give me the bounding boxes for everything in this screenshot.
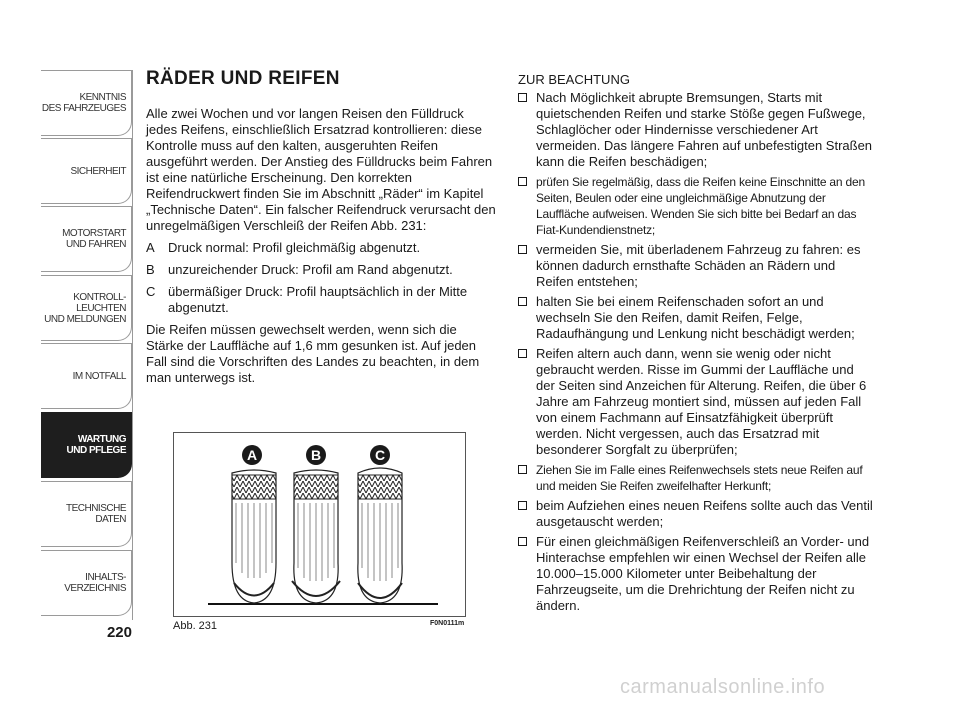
- checkbox-bullet-icon: [518, 349, 527, 358]
- tab-wartung-active[interactable]: [41, 412, 132, 478]
- page-number: 220: [106, 624, 132, 641]
- checkbox-bullet-icon: [518, 465, 527, 474]
- notes-column: [518, 72, 873, 618]
- tab-motorstart[interactable]: [41, 206, 132, 272]
- bullet-text: prüfen Sie regelmäßig, dass die Reifen keine Einschnitte an den Seiten, Beulen oder eine ungleichmäßige Abnutzung der Lauffläche aufweisen. Wenden Sie sich bitte bei Bedarf an das Fiat-Kundendienstnetz;: [536, 175, 865, 237]
- watermark: carmanualsonline.info: [620, 676, 826, 698]
- list-item: [518, 346, 873, 458]
- list-item: [518, 90, 873, 170]
- checkbox-bullet-icon: [518, 501, 527, 510]
- list-item: [146, 240, 496, 256]
- item-key: B: [146, 262, 155, 277]
- tire-b-icon: [292, 470, 340, 603]
- tab-technische-daten[interactable]: [41, 481, 132, 547]
- list-item: [518, 294, 873, 342]
- tab-label: MOTORSTART UND FAHREN: [62, 228, 126, 250]
- label-a-text: A: [246, 447, 258, 463]
- list-item: [518, 462, 873, 494]
- tab-inhaltsverzeichnis[interactable]: [41, 550, 132, 616]
- list-item: [146, 284, 496, 316]
- tab-im-notfall[interactable]: [41, 343, 132, 409]
- item-key: C: [146, 284, 156, 299]
- bullet-text: Für einen gleichmäßigen Reifenverschleiß an Vorder- und Hinterachse empfehlen wir einen Wechsel der Reifen alle 10.000–15.000 Kilometer unter Beibehaltung der Fahrzeugseite, um die Drehrichtung der Reifen nicht zu ändern.: [536, 534, 870, 613]
- bullet-text: Reifen altern auch dann, wenn sie wenig oder nicht gebraucht werden. Risse im Gummi der Lauffläche und der Seiten sind Anzeichen für Alterung. Reifen, die über 6 Jahre am Fahrzeug montiert sind, müssen auf jeden Fall von einem Fachmann auf Einsatzfähigkeit überprüft werden. Nicht vergessen, auch das Ersatzrad mit besonderer Sorgfalt zu überprüfen;: [536, 346, 867, 457]
- tire-c-icon: [358, 468, 402, 603]
- notes-heading: ZUR BEACHTUNG: [518, 72, 630, 87]
- figure-code: F0N0111m: [430, 620, 465, 627]
- tire-wear-illustration: [174, 433, 465, 616]
- tab-label: IM NOTFALL: [72, 370, 126, 382]
- label-c-text: C: [374, 447, 386, 463]
- checkbox-bullet-icon: [518, 537, 527, 546]
- tab-sicherheit[interactable]: [41, 138, 132, 204]
- tab-kenntnis[interactable]: [41, 70, 132, 136]
- checkbox-bullet-icon: [518, 177, 527, 186]
- tab-label: KONTROLL- LEUCHTEN UND MELDUNGEN: [44, 291, 126, 325]
- list-item: [518, 174, 873, 238]
- item-text: übermäßiger Druck: Profil hauptsächlich in der Mitte abgenutzt.: [168, 284, 468, 315]
- list-item: [146, 262, 496, 278]
- tire-a-icon: [232, 470, 276, 603]
- tab-label: KENNTNIS DES FAHRZEUGES: [41, 92, 126, 114]
- checkbox-bullet-icon: [518, 297, 527, 306]
- list-item: [518, 498, 873, 530]
- tab-kontrollleuchten[interactable]: [41, 275, 132, 341]
- left-column: [146, 106, 496, 392]
- tab-label: WARTUNG UND PFLEGE: [66, 434, 126, 456]
- bullet-text: Nach Möglichkeit abrupte Bremsungen, Starts mit quietschenden Reifen und starke Stöße gegen Fußwege, Schlaglöcher oder Hindernisse verschiedener Art vermeiden. Das längere Fahren auf unbefestigten Straßen kann die Reifen beschädigen;: [536, 90, 873, 169]
- tab-label: INHALTS- VERZEICHNIS: [64, 572, 126, 594]
- tab-label: TECHNISCHE DATEN: [65, 503, 126, 525]
- checkbox-bullet-icon: [518, 245, 527, 254]
- bullet-text: halten Sie bei einem Reifenschaden sofort an und wechseln Sie den Reifen, damit Reifen, Felge, Radaufhängung und Lenkung nicht beschädigt werden;: [536, 294, 855, 341]
- checkbox-bullet-icon: [518, 93, 527, 102]
- bullet-text: Ziehen Sie im Falle eines Reifenwechsels stets neue Reifen auf und meiden Sie Reifen zweifelhafter Herkunft;: [536, 463, 863, 493]
- tab-label: SICHERHEIT: [70, 165, 126, 177]
- item-text: Druck normal: Profil gleichmäßig abgenutzt.: [168, 240, 421, 255]
- section-title: RÄDER UND REIFEN: [146, 68, 340, 89]
- label-b-text: B: [310, 447, 322, 463]
- item-key: A: [146, 240, 155, 255]
- intro-paragraph: Alle zwei Wochen und vor langen Reisen den Fülldruck jedes Reifens, einschließlich Ersatzrad kontrollieren: diese Kontrolle muss auf den kalten, ausgeruhten Reifen ausgeführt werden. Der Anstieg des Fülldrucks beim Fahren ist eine natürliche Erscheinung. Den korrekten Reifendruckwert finden Sie im Abschnitt „Räder“ im Kapitel „Technische Daten“. Ein falscher Reifendruck verursacht den unregelmäßigen Verschleiß der Reifen Abb. 231:: [146, 106, 496, 233]
- bullet-text: beim Aufziehen eines neuen Reifens sollte auch das Ventil ausgetauscht werden;: [536, 498, 873, 529]
- tire-wear-figure: [173, 432, 466, 617]
- item-text: unzureichender Druck: Profil am Rand abgenutzt.: [168, 262, 453, 277]
- outro-paragraph: Die Reifen müssen gewechselt werden, wenn sich die Stärke der Lauffläche auf 1,6 mm gesunken ist. Auf jeden Fall sind die Vorschriften des Landes zu beachten, in dem man unterwegs ist.: [146, 322, 480, 385]
- figure-caption: Abb. 231: [173, 620, 218, 632]
- list-item: [518, 534, 873, 614]
- bullet-text: vermeiden Sie, mit überladenem Fahrzeug zu fahren: es können dadurch ernsthafte Schäden an Rädern und Reifen entstehen;: [536, 242, 861, 289]
- sidebar-divider: [132, 70, 133, 620]
- list-item: [518, 242, 873, 290]
